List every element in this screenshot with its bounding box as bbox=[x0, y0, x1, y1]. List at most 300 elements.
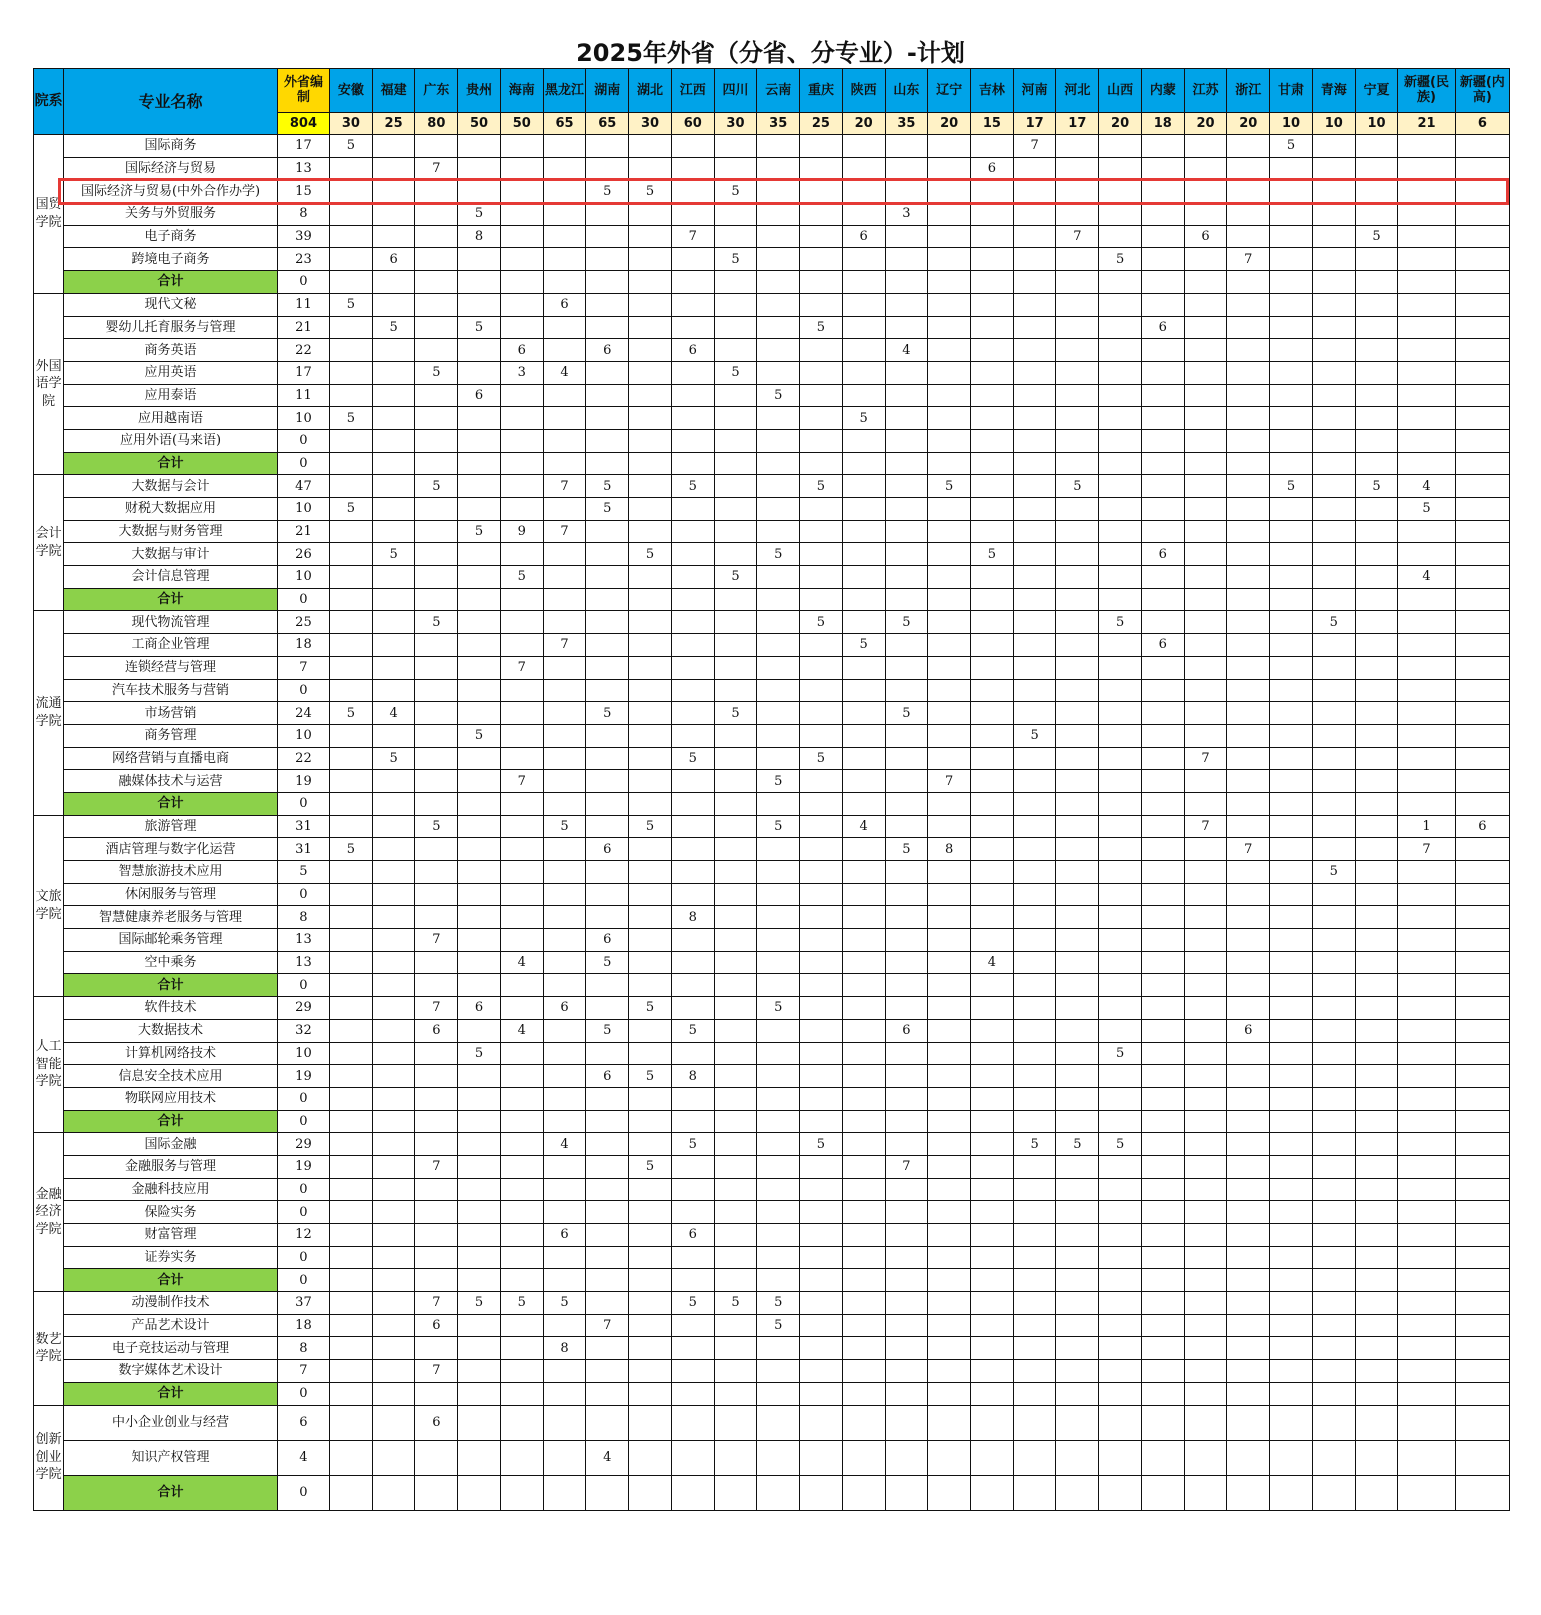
province-cell: 5 bbox=[671, 1292, 714, 1315]
province-cell bbox=[1355, 1292, 1398, 1315]
province-cell bbox=[971, 316, 1014, 339]
province-cell: 5 bbox=[330, 135, 373, 158]
province-cell: 3 bbox=[885, 203, 928, 226]
province-cell bbox=[1099, 1440, 1142, 1475]
major-total: 23 bbox=[277, 248, 329, 271]
province-cell bbox=[500, 452, 543, 475]
province-cell bbox=[586, 747, 629, 770]
province-cell bbox=[372, 157, 415, 180]
province-cell bbox=[458, 293, 501, 316]
table-row bbox=[34, 135, 1510, 158]
province-cell bbox=[543, 1475, 586, 1510]
province-cell bbox=[1270, 1019, 1313, 1042]
province-cell bbox=[458, 1405, 501, 1440]
province-cell bbox=[415, 429, 458, 452]
province-cell: 5 bbox=[330, 702, 373, 725]
province-cell bbox=[1184, 498, 1227, 521]
province-cell bbox=[330, 566, 373, 589]
province-cell bbox=[1013, 906, 1056, 929]
province-cell bbox=[714, 1360, 757, 1383]
province-cell bbox=[1398, 1440, 1455, 1475]
province-cell bbox=[1455, 1292, 1509, 1315]
major-total: 13 bbox=[277, 157, 329, 180]
province-cell bbox=[1312, 1155, 1355, 1178]
province-cell bbox=[1270, 1155, 1313, 1178]
province-cell bbox=[885, 225, 928, 248]
province-cell bbox=[1184, 1269, 1227, 1292]
subtotal-value: 0 bbox=[277, 588, 329, 611]
province-cell: 5 bbox=[757, 815, 800, 838]
province-cell bbox=[1184, 1178, 1227, 1201]
province-cell bbox=[757, 157, 800, 180]
province-cell bbox=[586, 883, 629, 906]
province-cell bbox=[1312, 1269, 1355, 1292]
subtotal-value: 0 bbox=[277, 792, 329, 815]
province-cell bbox=[1227, 1201, 1270, 1224]
province-cell: 5 bbox=[586, 498, 629, 521]
province-cell bbox=[1013, 157, 1056, 180]
province-cell bbox=[671, 316, 714, 339]
province-cell bbox=[372, 1087, 415, 1110]
province-cell bbox=[800, 861, 843, 884]
province-cell bbox=[1013, 1475, 1056, 1510]
province-cell bbox=[330, 611, 373, 634]
major-name: 物联网应用技术 bbox=[64, 1087, 278, 1110]
province-cell bbox=[372, 679, 415, 702]
province-cell bbox=[1184, 951, 1227, 974]
province-cell bbox=[1270, 1133, 1313, 1156]
province-cell bbox=[1270, 429, 1313, 452]
province-cell bbox=[629, 1314, 672, 1337]
province-cell bbox=[885, 1269, 928, 1292]
province-cell bbox=[885, 1405, 928, 1440]
table-row bbox=[34, 1292, 1510, 1315]
province-cell bbox=[1099, 929, 1142, 952]
enrollment-plan-table bbox=[33, 68, 1510, 1511]
province-cell bbox=[1013, 1155, 1056, 1178]
province-cell bbox=[1013, 838, 1056, 861]
province-cell bbox=[1455, 1440, 1509, 1475]
province-cell bbox=[500, 838, 543, 861]
province-cell bbox=[1312, 498, 1355, 521]
province-cell bbox=[629, 271, 672, 294]
province-cell bbox=[714, 135, 757, 158]
province-cell bbox=[1270, 452, 1313, 475]
province-cell bbox=[757, 452, 800, 475]
province-cell bbox=[842, 1019, 885, 1042]
province-cell bbox=[543, 543, 586, 566]
province-cell bbox=[1398, 1314, 1455, 1337]
province-cell bbox=[1056, 203, 1099, 226]
province-cell bbox=[1099, 135, 1142, 158]
province-cell: 5 bbox=[1312, 861, 1355, 884]
province-total: 50 bbox=[458, 113, 501, 135]
province-cell bbox=[757, 1201, 800, 1224]
province-cell bbox=[543, 951, 586, 974]
province-cell: 5 bbox=[543, 1292, 586, 1315]
province-cell bbox=[1312, 1201, 1355, 1224]
province-cell bbox=[1312, 1292, 1355, 1315]
province-cell: 4 bbox=[543, 1133, 586, 1156]
province-cell bbox=[330, 1292, 373, 1315]
province-cell bbox=[629, 770, 672, 793]
province-cell bbox=[1355, 1405, 1398, 1440]
province-cell bbox=[1398, 883, 1455, 906]
province-cell bbox=[800, 770, 843, 793]
province-cell bbox=[458, 815, 501, 838]
province-cell bbox=[800, 271, 843, 294]
province-cell bbox=[1227, 1087, 1270, 1110]
province-header: 海南 bbox=[500, 69, 543, 113]
province-cell bbox=[543, 203, 586, 226]
province-cell: 5 bbox=[330, 838, 373, 861]
province-cell bbox=[971, 1314, 1014, 1337]
province-cell bbox=[671, 974, 714, 997]
province-cell bbox=[330, 1110, 373, 1133]
province-cell bbox=[1013, 1178, 1056, 1201]
province-cell bbox=[586, 792, 629, 815]
province-cell bbox=[458, 1440, 501, 1475]
major-name: 国际经济与贸易(中外合作办学) bbox=[64, 180, 278, 203]
province-cell: 7 bbox=[500, 770, 543, 793]
province-cell bbox=[800, 180, 843, 203]
province-cell bbox=[1270, 1065, 1313, 1088]
province-cell bbox=[1099, 906, 1142, 929]
province-cell bbox=[1013, 1246, 1056, 1269]
province-cell bbox=[1056, 293, 1099, 316]
province-cell bbox=[330, 180, 373, 203]
province-cell bbox=[372, 407, 415, 430]
province-cell bbox=[885, 815, 928, 838]
province-cell bbox=[800, 1337, 843, 1360]
province-cell bbox=[1184, 180, 1227, 203]
major-name: 金融服务与管理 bbox=[64, 1155, 278, 1178]
province-cell bbox=[671, 1382, 714, 1405]
province-cell bbox=[800, 1042, 843, 1065]
major-total: 10 bbox=[277, 407, 329, 430]
province-cell bbox=[671, 157, 714, 180]
table-row bbox=[34, 180, 1510, 203]
province-cell bbox=[1312, 316, 1355, 339]
province-cell bbox=[1056, 1224, 1099, 1247]
province-cell bbox=[1312, 1178, 1355, 1201]
province-cell bbox=[372, 656, 415, 679]
province-cell bbox=[543, 588, 586, 611]
province-total: 15 bbox=[971, 113, 1014, 135]
province-cell bbox=[800, 384, 843, 407]
province-cell bbox=[458, 792, 501, 815]
province-cell: 5 bbox=[415, 361, 458, 384]
province-cell bbox=[458, 271, 501, 294]
major-name: 商务管理 bbox=[64, 724, 278, 747]
province-cell bbox=[1398, 1382, 1455, 1405]
province-cell bbox=[1013, 452, 1056, 475]
major-name: 应用越南语 bbox=[64, 407, 278, 430]
province-cell bbox=[586, 1269, 629, 1292]
province-cell bbox=[629, 566, 672, 589]
province-cell: 5 bbox=[372, 747, 415, 770]
province-cell bbox=[1141, 1314, 1184, 1337]
province-cell: 6 bbox=[586, 1065, 629, 1088]
province-cell bbox=[757, 974, 800, 997]
college-name: 数艺学院 bbox=[34, 1292, 64, 1405]
province-cell: 7 bbox=[415, 997, 458, 1020]
province-cell bbox=[842, 1110, 885, 1133]
province-cell: 4 bbox=[543, 361, 586, 384]
major-name: 酒店管理与数字化运营 bbox=[64, 838, 278, 861]
province-cell bbox=[330, 543, 373, 566]
province-cell: 5 bbox=[800, 1133, 843, 1156]
province-cell bbox=[1013, 1087, 1056, 1110]
province-cell bbox=[928, 1314, 971, 1337]
province-cell bbox=[1227, 203, 1270, 226]
major-total: 7 bbox=[277, 656, 329, 679]
province-cell bbox=[714, 929, 757, 952]
province-cell bbox=[629, 588, 672, 611]
province-cell bbox=[757, 1133, 800, 1156]
major-name: 会计信息管理 bbox=[64, 566, 278, 589]
province-cell bbox=[885, 498, 928, 521]
table-row bbox=[34, 1360, 1510, 1383]
province-cell bbox=[971, 429, 1014, 452]
major-name: 现代物流管理 bbox=[64, 611, 278, 634]
province-cell bbox=[757, 135, 800, 158]
province-cell bbox=[971, 1292, 1014, 1315]
province-cell bbox=[500, 180, 543, 203]
province-cell: 7 bbox=[500, 656, 543, 679]
province-cell bbox=[1270, 203, 1313, 226]
province-cell bbox=[543, 656, 586, 679]
province-cell bbox=[800, 1314, 843, 1337]
province-cell bbox=[500, 384, 543, 407]
province-cell bbox=[1312, 815, 1355, 838]
province-cell bbox=[1398, 747, 1455, 770]
province-cell bbox=[1099, 1201, 1142, 1224]
province-cell bbox=[928, 1110, 971, 1133]
province-cell bbox=[458, 543, 501, 566]
province-cell bbox=[330, 1133, 373, 1156]
province-cell bbox=[1312, 997, 1355, 1020]
province-cell bbox=[757, 1087, 800, 1110]
province-cell bbox=[1312, 384, 1355, 407]
province-cell bbox=[330, 1224, 373, 1247]
province-cell bbox=[714, 906, 757, 929]
table-row bbox=[34, 997, 1510, 1020]
province-total: 10 bbox=[1270, 113, 1313, 135]
table-row bbox=[34, 679, 1510, 702]
province-cell bbox=[586, 1475, 629, 1510]
table-row bbox=[34, 543, 1510, 566]
province-cell bbox=[1270, 1440, 1313, 1475]
province-cell bbox=[1227, 1475, 1270, 1510]
table-row bbox=[34, 407, 1510, 430]
province-cell bbox=[842, 1440, 885, 1475]
province-cell bbox=[971, 1133, 1014, 1156]
province-cell bbox=[543, 838, 586, 861]
province-cell bbox=[714, 1475, 757, 1510]
province-cell bbox=[1141, 656, 1184, 679]
province-cell bbox=[928, 1065, 971, 1088]
province-cell: 7 bbox=[586, 1314, 629, 1337]
province-cell bbox=[1141, 1246, 1184, 1269]
province-cell: 4 bbox=[971, 951, 1014, 974]
province-cell bbox=[586, 611, 629, 634]
province-cell bbox=[415, 792, 458, 815]
province-cell bbox=[800, 520, 843, 543]
province-cell: 5 bbox=[415, 815, 458, 838]
province-cell bbox=[757, 792, 800, 815]
province-cell bbox=[1312, 1475, 1355, 1510]
province-cell bbox=[1312, 1382, 1355, 1405]
province-header: 福建 bbox=[372, 69, 415, 113]
province-cell bbox=[1099, 407, 1142, 430]
province-cell bbox=[928, 1405, 971, 1440]
province-cell bbox=[543, 1246, 586, 1269]
province-cell bbox=[1227, 747, 1270, 770]
province-cell bbox=[714, 543, 757, 566]
page-title: 2025年外省（分省、分专业）-计划 bbox=[576, 39, 965, 67]
province-cell bbox=[1141, 997, 1184, 1020]
province-cell bbox=[372, 1042, 415, 1065]
province-cell bbox=[1056, 157, 1099, 180]
province-cell bbox=[1013, 1110, 1056, 1133]
province-total: 50 bbox=[500, 113, 543, 135]
province-cell bbox=[1355, 361, 1398, 384]
province-cell: 8 bbox=[671, 1065, 714, 1088]
province-cell bbox=[629, 361, 672, 384]
province-cell bbox=[458, 339, 501, 362]
province-cell bbox=[928, 1292, 971, 1315]
province-cell bbox=[1013, 997, 1056, 1020]
province-cell bbox=[800, 1065, 843, 1088]
table-row bbox=[34, 520, 1510, 543]
province-cell bbox=[1056, 702, 1099, 725]
province-cell: 3 bbox=[500, 361, 543, 384]
province-cell bbox=[885, 1065, 928, 1088]
province-cell bbox=[1355, 679, 1398, 702]
province-cell bbox=[800, 1087, 843, 1110]
province-cell bbox=[1013, 656, 1056, 679]
province-cell bbox=[1141, 1269, 1184, 1292]
province-cell bbox=[1141, 429, 1184, 452]
province-cell bbox=[1455, 702, 1509, 725]
province-cell bbox=[1455, 1087, 1509, 1110]
province-cell bbox=[842, 293, 885, 316]
province-total: 25 bbox=[800, 113, 843, 135]
province-cell bbox=[800, 951, 843, 974]
province-cell bbox=[1355, 1042, 1398, 1065]
province-cell bbox=[1184, 384, 1227, 407]
province-cell bbox=[1013, 498, 1056, 521]
province-total: 30 bbox=[629, 113, 672, 135]
province-cell bbox=[1056, 1201, 1099, 1224]
province-cell bbox=[629, 475, 672, 498]
province-cell: 8 bbox=[458, 225, 501, 248]
subtotal-label: 合计 bbox=[64, 1110, 278, 1133]
province-cell bbox=[1056, 1178, 1099, 1201]
province-cell bbox=[586, 815, 629, 838]
province-cell bbox=[543, 452, 586, 475]
province-cell bbox=[1270, 1201, 1313, 1224]
province-cell bbox=[543, 271, 586, 294]
table-row bbox=[34, 225, 1510, 248]
province-cell: 5 bbox=[1099, 1042, 1142, 1065]
province-cell: 5 bbox=[372, 543, 415, 566]
major-name: 大数据与审计 bbox=[64, 543, 278, 566]
province-cell bbox=[885, 634, 928, 657]
major-name: 软件技术 bbox=[64, 997, 278, 1020]
province-cell bbox=[928, 929, 971, 952]
province-cell bbox=[842, 861, 885, 884]
major-name: 应用泰语 bbox=[64, 384, 278, 407]
province-cell bbox=[1455, 407, 1509, 430]
province-cell bbox=[1056, 588, 1099, 611]
province-cell bbox=[1099, 225, 1142, 248]
province-cell bbox=[1398, 271, 1455, 294]
province-cell bbox=[885, 157, 928, 180]
province-cell bbox=[500, 293, 543, 316]
province-cell bbox=[842, 1201, 885, 1224]
province-cell bbox=[1270, 861, 1313, 884]
province-cell bbox=[757, 861, 800, 884]
province-cell bbox=[543, 929, 586, 952]
province-cell bbox=[415, 906, 458, 929]
province-cell bbox=[372, 770, 415, 793]
table-row bbox=[34, 1133, 1510, 1156]
province-cell bbox=[1141, 1382, 1184, 1405]
province-cell bbox=[1455, 588, 1509, 611]
province-cell bbox=[1141, 520, 1184, 543]
province-cell bbox=[458, 1133, 501, 1156]
major-total: 31 bbox=[277, 815, 329, 838]
province-cell bbox=[1355, 1475, 1398, 1510]
province-cell bbox=[671, 679, 714, 702]
province-cell bbox=[757, 225, 800, 248]
province-cell bbox=[372, 838, 415, 861]
province-cell bbox=[800, 407, 843, 430]
province-cell bbox=[928, 997, 971, 1020]
province-cell bbox=[1227, 180, 1270, 203]
province-cell: 5 bbox=[458, 203, 501, 226]
province-cell bbox=[415, 1224, 458, 1247]
province-cell bbox=[928, 248, 971, 271]
major-name: 国际经济与贸易 bbox=[64, 157, 278, 180]
province-header: 河北 bbox=[1056, 69, 1099, 113]
province-cell bbox=[1099, 1065, 1142, 1088]
province-cell bbox=[1227, 770, 1270, 793]
province-cell bbox=[1455, 997, 1509, 1020]
major-total: 6 bbox=[277, 1405, 329, 1440]
province-cell bbox=[372, 475, 415, 498]
province-cell bbox=[800, 498, 843, 521]
province-cell bbox=[1227, 1224, 1270, 1247]
province-cell bbox=[586, 634, 629, 657]
province-cell bbox=[543, 1178, 586, 1201]
province-cell: 5 bbox=[629, 997, 672, 1020]
province-cell bbox=[1455, 1269, 1509, 1292]
major-name: 财税大数据应用 bbox=[64, 498, 278, 521]
province-cell bbox=[543, 429, 586, 452]
college-name: 人工智能学院 bbox=[34, 997, 64, 1133]
province-cell bbox=[330, 588, 373, 611]
province-cell bbox=[500, 1042, 543, 1065]
province-cell bbox=[1184, 1337, 1227, 1360]
province-cell bbox=[671, 203, 714, 226]
province-cell bbox=[1455, 429, 1509, 452]
province-cell bbox=[842, 429, 885, 452]
major-total: 22 bbox=[277, 747, 329, 770]
province-cell bbox=[1270, 997, 1313, 1020]
